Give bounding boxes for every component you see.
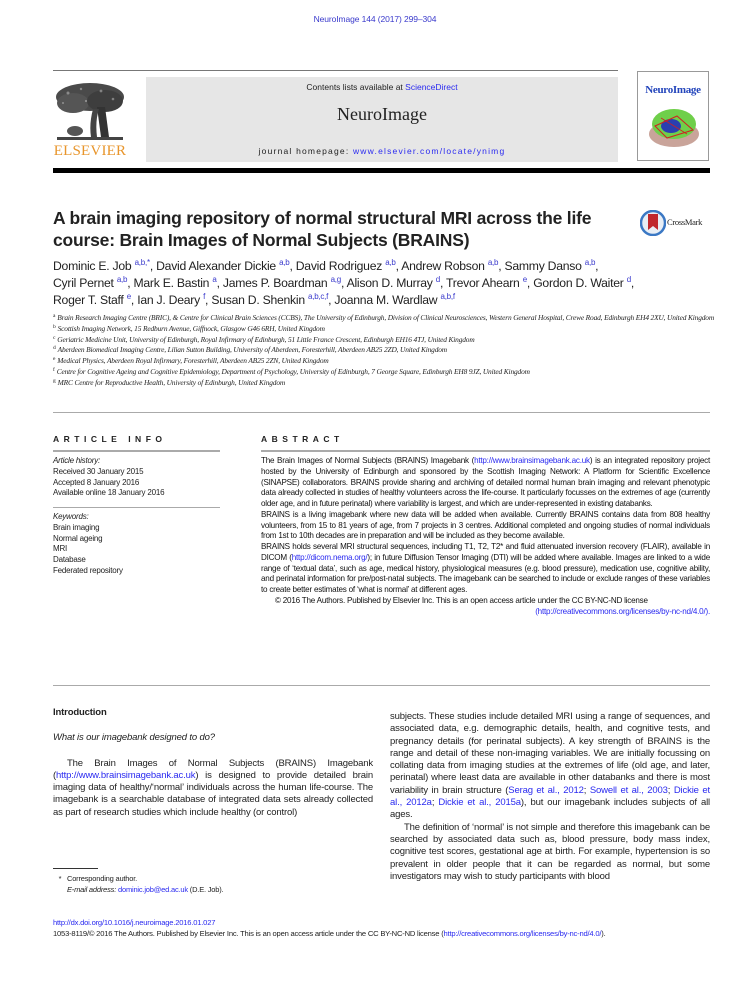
cover-title: NeuroImage	[645, 84, 701, 96]
author[interactable]: Roger T. Staff $^e$	[53, 292, 131, 307]
body-left-column	[53, 707, 373, 819]
affiliation-e: $^e$ Medical Physics, Aberdeen Royal Infirmary, Foresterhill, Aberdeen AB25 2ZN, United Kingdom	[53, 356, 329, 366]
author[interactable]: Cyril Pernet $^{a,b}$	[53, 275, 128, 290]
section-title: Introduction	[53, 707, 107, 718]
author[interactable]: Joanna M. Wardlaw $^{a,b,f}$	[334, 292, 455, 307]
body-right-column	[390, 711, 710, 883]
keywords-label: Keywords:	[53, 512, 89, 521]
journal-name: NeuroImage	[337, 104, 427, 124]
keyword: Federated repository	[53, 565, 123, 575]
brain-cover-icon	[647, 104, 701, 148]
history-label: Article history:	[53, 456, 101, 465]
license-link[interactable]: (http://creativecommons.org/licenses/by-nc-nd/4.0/).	[535, 606, 710, 616]
author[interactable]: Dominic E. Job $^{a,b,*}$	[53, 258, 150, 273]
brains-link[interactable]: http://www.brainsimagebank.ac.uk	[56, 769, 196, 781]
reference-link[interactable]: Dickie et al., 2012a	[390, 784, 710, 809]
article-history	[53, 456, 223, 499]
affiliation-a: $^a$ Brain Research Imaging Centre (BRIC), & Centre for Clinical Brain Sciences (CCBS), The University of Edinburgh, Division of Clinical Neurosciences, Western General Hospital, Crewe Road, Edinburgh EH4 2XU, United Kingdom	[53, 313, 715, 322]
reference-link[interactable]: Serag et al., 2012	[508, 784, 584, 796]
affiliation-list	[53, 313, 718, 389]
tree-logo-icon	[53, 79, 127, 143]
header-thick-rule	[53, 168, 710, 173]
article-title: A brain imaging repository of normal structural MRI across the life course: Brain Images of Normal Subjects (BRAINS)	[53, 208, 592, 250]
body-paragraph: The definition of ‘normal’ is not simple and therefore this imagebank can be searched by associated data such as, blood pressure, body mass index, cognitive test scores, gestational age at birth. For example, hypertension is so prevalent in older people that it can be regarded as normal, but some investigators may wish to study participants with blood	[390, 821, 710, 882]
abstract-body	[261, 456, 710, 617]
sciencedirect-link[interactable]: ScienceDirect	[405, 82, 458, 92]
keyword: MRI	[53, 544, 68, 554]
elsevier-logo[interactable]	[51, 76, 129, 162]
contents-prefix: Contents lists available at	[306, 82, 406, 92]
author[interactable]: Mark E. Bastin $^a$	[133, 275, 217, 290]
footnote	[53, 873, 373, 895]
keyword: Database	[53, 555, 86, 565]
issn-line: 1053-8119/© 2016 The Authors. Published by Elsevier Inc. This is an open access article under the CC BY-NC-ND license (http://creativecommons.org/licenses/by-nc-nd/4.0/).	[53, 929, 606, 938]
section-divider	[53, 412, 710, 413]
history-received: Received 30 January 2015	[53, 466, 144, 476]
reference-link[interactable]: Dickie et al., 2015a	[438, 797, 521, 809]
body-paragraph: subjects. These studies include detailed MRI using a range of sequences, and associated data, e.g. demographic details, health, and cognitive tests, and pregnancy details (for perinatal subjects). A key strength of BRAINS is the range and detail of these non-imaging variables. We are initially focussing on collating data from imaging studies at the extremes of life (old age, and later, perinatal) where least data are available in other databanks and there is most variability in brain structure (Serag et al., 2012; Sowell et al., 2003; Dickie et al., 2012a; Dickie et al., 2015a), but our imagebank includes subjects of all ages.	[390, 711, 711, 821]
history-accepted: Accepted 8 January 2016	[53, 477, 140, 487]
author[interactable]: Ian J. Deary $^f$	[137, 292, 206, 307]
subsection-title: What is our imagebank designed to do?	[53, 732, 215, 744]
affiliation-c: $^c$ Geriatric Medicine Unit, University of Edinburgh, Royal Infirmary of Edinburgh, 51 Little France Crescent, Edinburgh EH16 4TJ, United Kingdom	[53, 334, 475, 344]
corresponding-note: * Corresponding author.	[58, 874, 138, 883]
author[interactable]: David Rodriguez $^{a,b}$	[295, 258, 396, 273]
homepage-link[interactable]: www.elsevier.com/locate/ynimg	[352, 146, 506, 156]
journal-cover[interactable]	[637, 71, 709, 161]
brains-link[interactable]: http://www.brainsimagebank.ac.uk	[474, 456, 590, 465]
article-info-rule	[53, 450, 220, 452]
crossmark-icon	[640, 210, 666, 236]
journal-masthead	[146, 77, 618, 162]
affiliation-g: $^g$ MRC Centre for Reproductive Health, University of Edinburgh, United Kingdom	[53, 377, 286, 387]
homepage-line	[146, 146, 618, 156]
body-paragraph: The Brain Images of Normal Subjects (BRAINS) Imagebank (http://www.brainsimagebank.ac.uk) is designed to provide detailed brain imaging data of healthy/‘normal’ individuals across the human life-course. The imagebank is a searchable database of integrated data sets already collected as part of research studies which include healthy (or control)	[53, 757, 373, 818]
author[interactable]: David Alexander Dickie $^{a,b}$	[156, 258, 290, 273]
keyword: Normal ageing	[53, 533, 103, 543]
license-link-wrap	[261, 607, 710, 618]
author[interactable]: James P. Boardman $^{a,g}$	[222, 275, 341, 290]
author[interactable]: Gordon D. Waiter $^d$	[533, 275, 631, 290]
crossmark-label: CrossMark	[667, 217, 703, 227]
affiliation-d: $^d$ Aberdeen Biomedical Imaging Centre, Lilian Sutton Building, University of Aberdeen, Foresterhill, Aberdeen AB25 2ZD, United Kingdom	[53, 345, 447, 355]
reference-link[interactable]: Sowell et al., 2003	[589, 784, 668, 796]
contents-line	[146, 82, 618, 92]
keyword: Brain imaging	[53, 522, 100, 532]
keywords-rule	[53, 507, 220, 508]
license-link[interactable]: http://creativecommons.org/licenses/by-nc-nd/4.0/	[443, 929, 602, 938]
dicom-link[interactable]: http://dicom.nema.org/	[291, 552, 368, 562]
keywords	[53, 512, 223, 577]
article-info-heading: ARTICLE INFO	[53, 434, 167, 444]
crossmark-badge[interactable]	[640, 210, 720, 236]
author[interactable]: Trevor Ahearn $^e$	[446, 275, 527, 290]
email-note: E-mail address: dominic.job@ed.ac.uk (D.E. Job).	[67, 885, 224, 894]
abstract-copyright: © 2016 The Authors. Published by Elsevier Inc. This is an open access article under the CC BY-NC-ND license	[275, 595, 648, 605]
history-online: Available online 18 January 2016	[53, 488, 165, 498]
elsevier-wordmark: ELSEVIER	[53, 143, 127, 159]
affiliation-b: $^b$ Scottish Imaging Network, 15 Redburn Avenue, Giffnock, Glasgow G46 6RH, United Kingdom	[53, 323, 325, 333]
header-rule	[53, 70, 618, 71]
affiliation-f: $^f$ Centre for Cognitive Ageing and Cognitive Epidemiology, Department of Psychology, University of Edinburgh, 7 George Square, Edinburgh EH8 9JZ, United Kingdom	[53, 366, 530, 376]
email-link[interactable]: dominic.job@ed.ac.uk	[118, 885, 188, 894]
author[interactable]: Sammy Danso $^{a,b}$	[504, 258, 596, 273]
abstract-paragraph: The Brain Images of Normal Subjects (BRAINS) Imagebank (http://www.brainsimagebank.ac.uk) is an integrated repository project hosted by the University of Edinburgh and sponsored by the Scottish Imaging Network: A Platform for Scientific Excellence (SINAPSE) collaborators. BRAINS provide sharing and archiving of detailed normal human brain imaging and relevant phenotypic data already collected in studies of healthy volunteers across the life-course. It particularly focusses on the extremes of age (currently older age, and in future perinatal) where variability is largest, and which are under-represented in existing databanks.	[261, 456, 710, 508]
abstract-heading: ABSTRACT	[261, 434, 344, 444]
footnote-rule	[53, 868, 98, 869]
doi-link[interactable]: http://dx.doi.org/10.1016/j.neuroimage.2016.01.027	[53, 918, 216, 927]
author[interactable]: Andrew Robson $^{a,b}$	[401, 258, 499, 273]
journal-citation[interactable]: NeuroImage 144 (2017) 299–304	[313, 14, 437, 24]
abstract-bottom-rule	[53, 685, 710, 686]
author[interactable]: Susan D. Shenkin $^{a,b,c,f}$	[211, 292, 329, 307]
author-list: Dominic E. Job $^{a,b,*}$, David Alexander Dickie $^{a,b}$, David Rodriguez $^{a,b}$, Andrew Robson $^{a,b}$, Sammy Danso $^{a,b}$, Cyril Pernet $^{a,b}$, Mark E. Bastin $^a$, James P. Boardman $^{a,g}$, Alison D. Murray $^d$, Trevor Ahearn $^e$, Gordon D. Waiter $^d$, Roger T. Staff $^e$, Ian J. Deary $^f$, Susan D. Shenkin $^{a,b,c,f}$, Joanna M. Wardlaw $^{a,b,f}$	[53, 258, 635, 307]
abstract-rule	[261, 450, 710, 452]
abstract-paragraph: BRAINS is a living imagebank where new data will be added when available. Currently BRAINS contains data from 808 healthy volunteers, from 15 to 81 years of age, from 7 projects in 3 centres. Additional completed and ongoing studies of normal individuals from 1st to 10th decades are in preparation and will be included as they become available.	[261, 509, 710, 541]
author[interactable]: Alison D. Murray $^d$	[346, 275, 440, 290]
homepage-prefix: journal homepage:	[258, 146, 353, 156]
abstract-paragraph: BRAINS holds several MRI structural sequences, including T1, T2, T2* and fluid attenuated inversion recovery (FLAIR), available in DICOM (http://dicom.nema.org/); in future Diffusion Tensor Imaging (DTI) will be added where available. Images are linked to a wide range of ‘textual data’, such as age, medical history, physiological measures (e.g. blood pressure), medication use, cognitive ability, and perinatal information for pre/post-natal subjects. The imagebank can be searched to include or exclude ranges of these variables to create better estimates of ‘what is normal’ at different ages.	[261, 542, 710, 594]
